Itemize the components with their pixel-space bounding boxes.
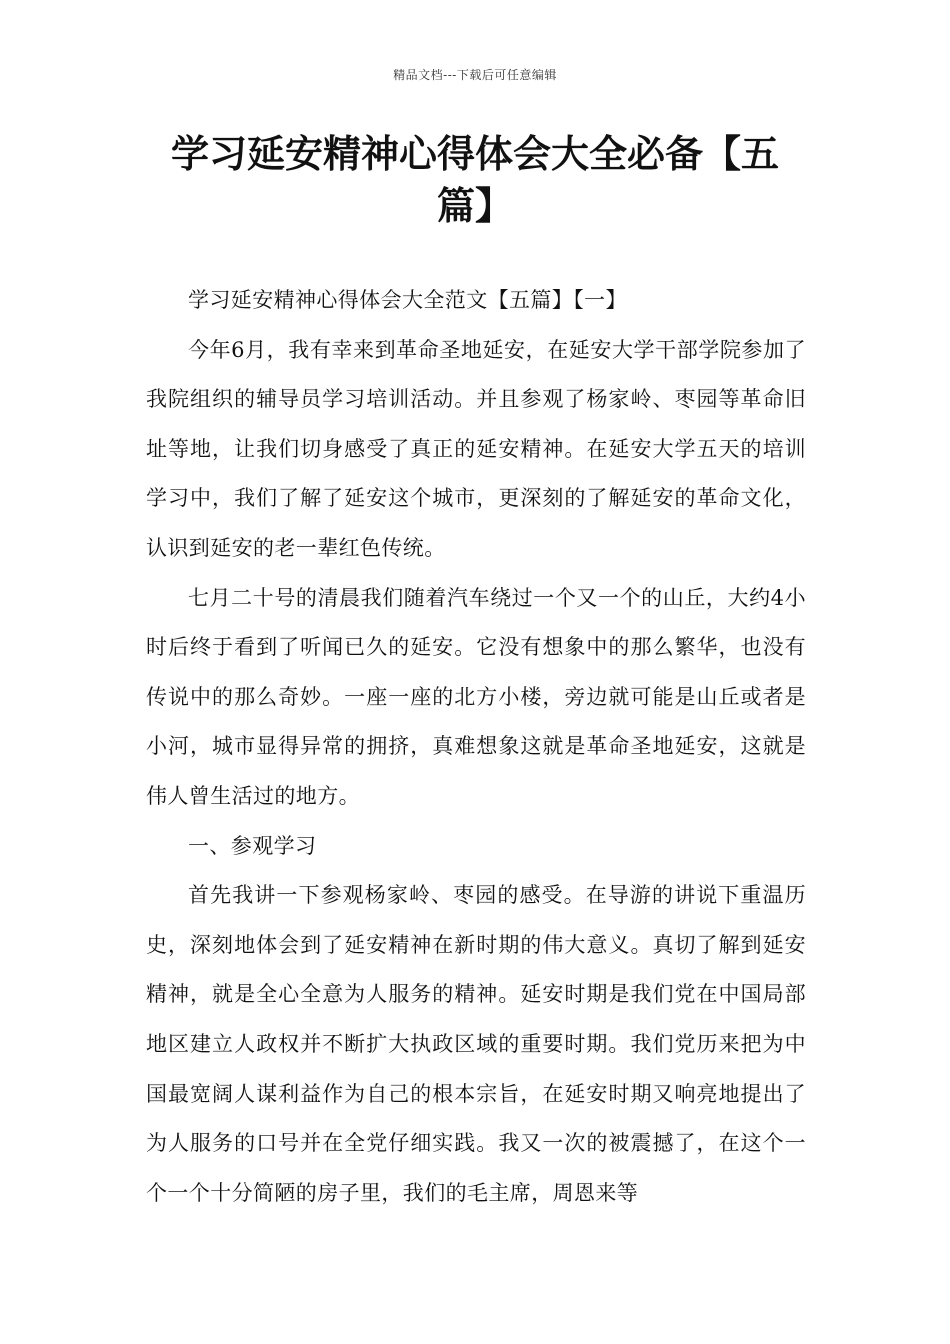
header-note: 精品文档---下载后可任意编辑	[393, 68, 557, 82]
section-heading: 学习延安精神心得体会大全范文【五篇】【一】	[188, 288, 627, 312]
paragraph: 七月二十号的清晨我们随着汽车绕过一个又一个的山丘，大约4小时后终于看到了听闻已久的延安。它没有想象中的那么繁华，也没有传说中的那么奇妙。一座一座的北方小楼，旁边就可能是山丘或者是小河，城市显得异常的拥挤，真难想象这就是革命圣地延安，这就是伟人曾生活过的地方。	[146, 585, 806, 808]
document-title: 学习延安精神心得体会大全必备【五篇】	[170, 132, 779, 228]
subsection-heading: 一、参观学习	[188, 833, 317, 858]
paragraph: 今年6月，我有幸来到革命圣地延安，在延安大学干部学院参加了我院组织的辅导员学习培训活动。并且参观了杨家岭、枣园等革命旧址等地，让我们切身感受了真正的延安精神。在延安大学五天的培训学习中，我们了解了延安这个城市，更深刻的了解延安的革命文化，认识到延安的老一辈红色传统。	[146, 337, 806, 560]
document-body	[146, 276, 806, 1218]
paragraph: 首先我讲一下参观杨家岭、枣园的感受。在导游的讲说下重温历史，深刻地体会到了延安精神在新时期的伟大意义。真切了解到延安精神，就是全心全意为人服务的精神。延安时期是我们党在中国局部地区建立人政权并不断扩大执政区域的重要时期。我们党历来把为中国最宽阔人谋利益作为自己的根本宗旨，在延安时期又响亮地提出了为人服务的口号并在全党仔细实践。我又一次的被震撼了，在这个一个一个十分简陋的房子里，我们的毛主席，周恩来等	[146, 883, 806, 1205]
